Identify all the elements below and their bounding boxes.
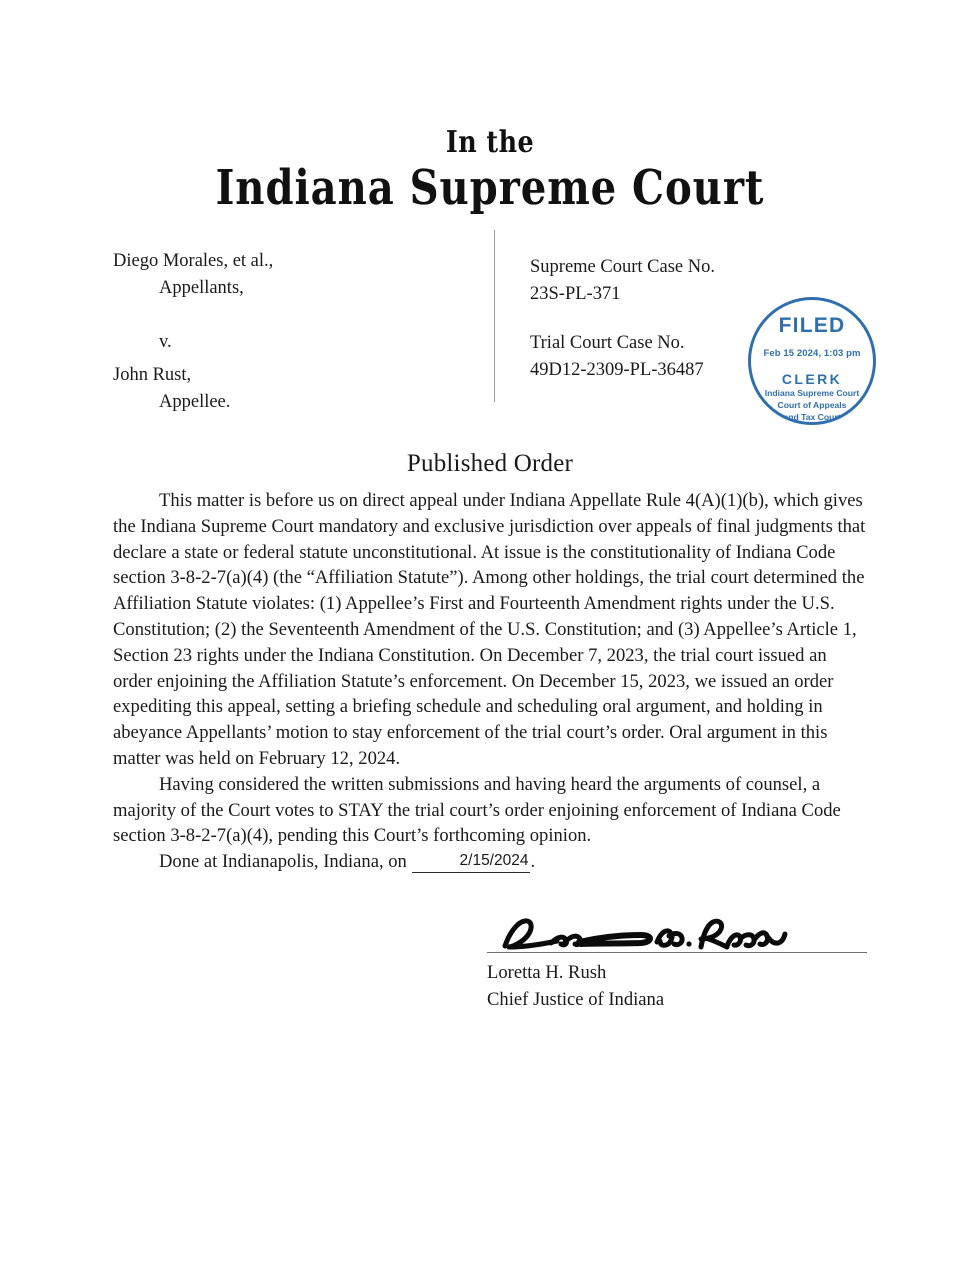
- appellee-role: Appellee.: [159, 392, 231, 412]
- done-prefix: Done at Indianapolis, Indiana, on: [159, 851, 407, 873]
- trial-court-case-label: Trial Court Case No.: [530, 333, 685, 353]
- filed-stamp-office-line-1: Indiana Supreme Court: [764, 387, 860, 398]
- order-paragraph-1: This matter is before us on direct appeal under Indiana Appellate Rule 4(A)(1)(b), which gives the Indiana Supreme Court mandatory and exclusive jurisdiction over appeals of final judgments that declare a state or federal statute unconstitutional. At issue is the constitutionality of Indiana Code section 3-8-2-7(a)(4) (the “Affiliation Statute”). Among other holdings, the trial court determined the Affiliation Statute violates: (1) Appellee’s First and Fourteenth Amendment rights under the U.S. Constitution; (2) the Seventeenth Amendment of the U.S. Constitution; and (3) Appellee’s Article 1, Section 23 rights under the Indiana Constitution. On December 7, 2023, the trial court issued an order enjoining the Affiliation Statute’s enforcement. On December 15, 2023, we issued an order expediting this appeal, setting a briefing schedule and scheduling oral argument, and holding in abeyance Appellants’ motion to stay enforcement of the trial court’s order. Oral argument in this matter was held on February 12, 2024.: [113, 490, 866, 769]
- court-masthead: [0, 125, 980, 216]
- trial-court-case-number: 49D12-2309-PL-36487: [530, 360, 704, 380]
- signature-mark: [487, 916, 882, 952]
- appellant-name: Diego Morales, et al.,: [113, 251, 274, 271]
- done-suffix: .: [530, 851, 536, 873]
- caption-divider: [494, 230, 495, 402]
- versus-label: v.: [159, 332, 172, 352]
- filed-stamp: [748, 297, 876, 425]
- filed-stamp-office-line-3: and Tax Court: [783, 411, 841, 422]
- signature-rule: [487, 952, 867, 953]
- supreme-court-case-number: 23S-PL-371: [530, 284, 621, 304]
- filed-stamp-datetime: Feb 15 2024, 1:03 pm: [763, 348, 861, 359]
- masthead-court-name: Indiana Supreme Court: [215, 160, 765, 216]
- filed-stamp-clerk: CLERK: [781, 370, 843, 387]
- order-paragraph-2: Having considered the written submissions and having heard the arguments of counsel, a majority of the Court votes to STAY the trial court’s order enjoining enforcement of Indiana Code section 3-8-2-7(a)(4), pending this Court’s forthcoming opinion.: [113, 773, 841, 847]
- filed-stamp-status: FILED: [778, 314, 846, 337]
- signer-name: Loretta H. Rush: [487, 962, 607, 983]
- order-title: Published Order: [406, 450, 574, 477]
- appellant-role: Appellants,: [159, 278, 244, 298]
- supreme-court-case-label: Supreme Court Case No.: [530, 257, 715, 277]
- appellee-name: John Rust,: [113, 365, 192, 385]
- done-date-field[interactable]: 2/15/2024: [412, 851, 531, 873]
- signature-block: [487, 916, 882, 1013]
- masthead-line-in-the: In the: [445, 125, 535, 160]
- order-body: [113, 488, 870, 875]
- done-line: [113, 849, 870, 875]
- filed-stamp-office-line-2: Court of Appeals: [777, 399, 847, 410]
- caption-parties: [113, 248, 473, 416]
- signer-title: Chief Justice of Indiana: [487, 989, 665, 1010]
